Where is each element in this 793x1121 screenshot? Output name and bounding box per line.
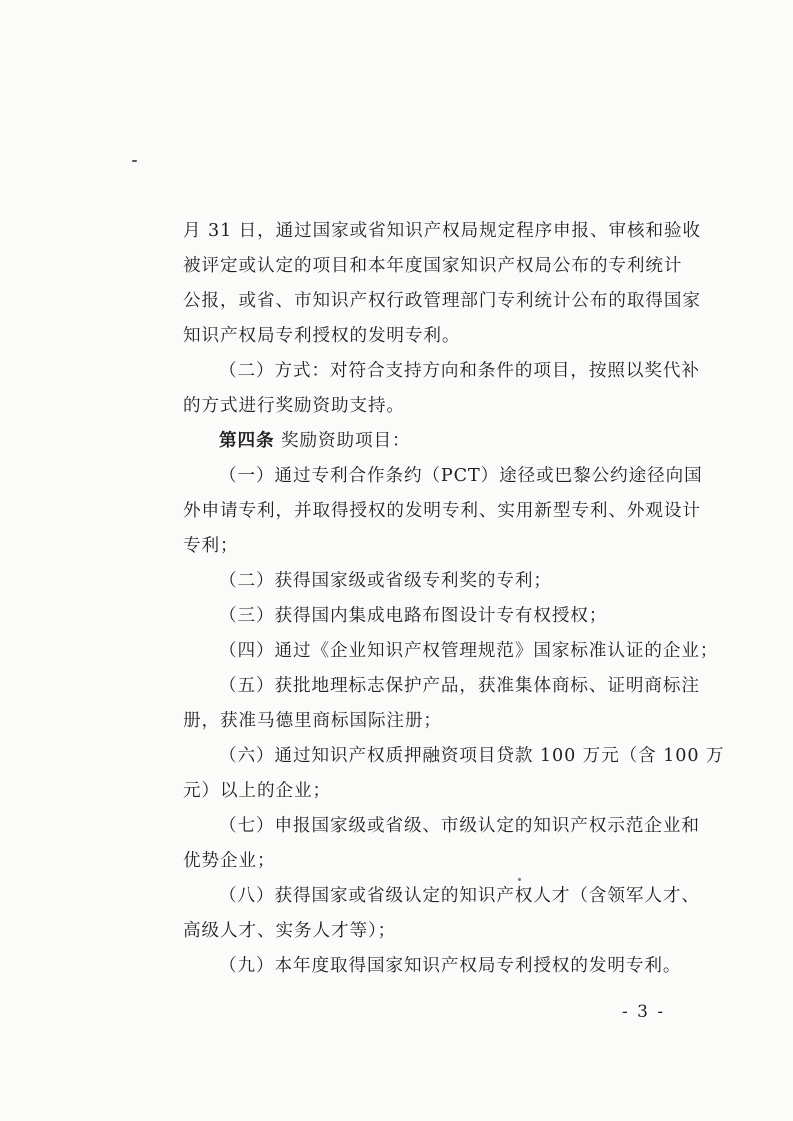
paragraph-line: （六）通过知识产权质押融资项目贷款 100 万元（含 100 万 (219, 746, 725, 766)
paragraph-line: （一）通过专利合作条约（PCT）途径或巴黎公约途径向国 (219, 466, 703, 486)
paragraph-line: （四）通过《企业知识产权管理规范》国家标准认证的企业； (219, 641, 719, 661)
paragraph-line: （七）申报国家级或省级、市级认定的知识产权示范企业和 (219, 816, 700, 836)
paragraph-line: 外申请专利，并取得授权的发明专利、实用新型专利、外观设计 (183, 501, 701, 521)
paragraph-line: （八）获得国家或省级认定的知识产权人才（含领军人才、 (219, 886, 700, 906)
page-number: - 3 - (622, 1002, 666, 1022)
paragraph-line: （三）获得国内集成电路布图设计专有权授权； (219, 606, 608, 626)
scan-speck (132, 160, 137, 162)
paragraph-line: 优势企业； (183, 851, 276, 871)
paragraph-line: 的方式进行奖励资助支持。 (183, 396, 405, 416)
article-heading-line (219, 430, 410, 452)
scan-speck (518, 878, 521, 881)
paragraph-line: （九）本年度取得国家知识产权局专利授权的发明专利。 (219, 956, 682, 976)
paragraph-line: 公报，或省、市知识产权行政管理部门专利统计公布的取得国家 (183, 291, 701, 311)
paragraph-line: 知识产权局专利授权的发明专利。 (183, 326, 461, 346)
article-heading-text: 奖励资助项目： (274, 431, 411, 451)
paragraph-line: （二）方式：对符合支持方向和条件的项目，按照以奖代补 (219, 361, 700, 381)
paragraph-line: 月 31 日，通过国家或省知识产权局规定程序申报、审核和验收 (183, 221, 702, 241)
paragraph-line: 被评定或认定的项目和本年度国家知识产权局公布的专利统计 (183, 256, 683, 276)
paragraph-line: 元）以上的企业； (183, 781, 331, 801)
paragraph-line: 专利； (183, 536, 239, 556)
paragraph-line: （五）获批地理标志保护产品，获准集体商标、证明商标注 (219, 676, 700, 696)
paragraph-line: （二）获得国家级或省级专利奖的专利； (219, 571, 552, 591)
paragraph-line: 册，获准马德里商标国际注册； (183, 711, 442, 731)
article-heading: 第四条 (219, 430, 275, 451)
paragraph-line: 高级人才、实务人才等）； (183, 921, 397, 941)
